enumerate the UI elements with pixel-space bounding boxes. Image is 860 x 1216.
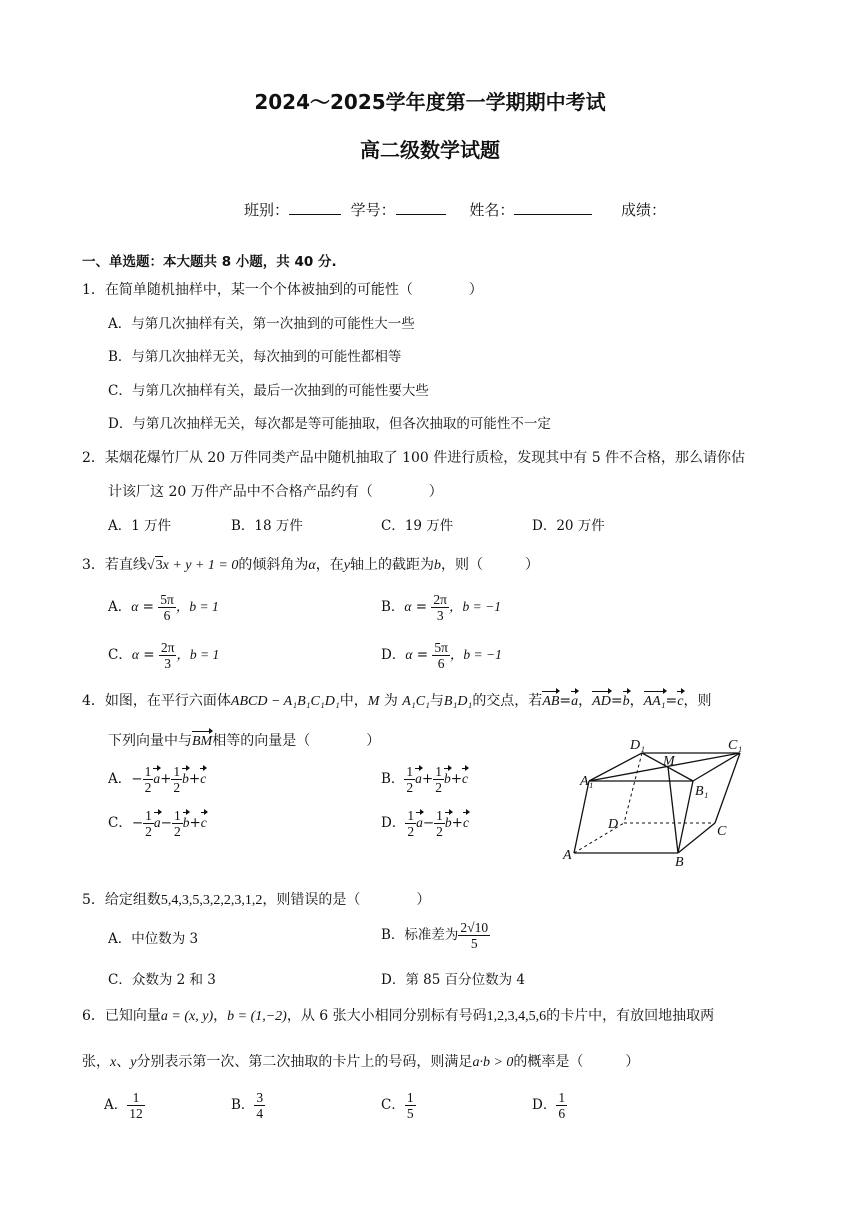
class-blank[interactable]: [289, 214, 341, 215]
q3-text-5: ，则（ ）: [440, 557, 539, 573]
q3-line-equation: x + y + 1 = 0: [162, 558, 239, 573]
q6-text-3: 的卡片中，有放回地抽取两: [546, 1008, 715, 1024]
q3-a-label: A．: [108, 599, 132, 615]
q3-stem: 3．若直线√3x + y + 1 = 0的倾斜角为α，在y轴上的截距为b，则（ ）: [82, 557, 539, 573]
q6-a-label: A．: [104, 1097, 128, 1113]
q3-option-d[interactable]: D．α = $\frac{5\pi}{6}$ ，b = −1: [381, 640, 502, 671]
q6-dot-condition: a·b > 0: [472, 1055, 514, 1070]
name-blank[interactable]: [514, 214, 592, 215]
student-info-line: [244, 201, 666, 219]
q4-text-2: 中，: [339, 693, 368, 709]
q4-text-5: 的交点，若: [472, 693, 543, 709]
q1-option-d[interactable]: D．与第几次抽样无关，每次都是等可能抽取，但各次抽取的可能性不一定: [108, 416, 551, 432]
label-d1: D₁: [630, 738, 645, 753]
q4-a-label: A．: [108, 771, 132, 787]
q4-option-d[interactable]: D． $\frac{1}{2}$ a− $\frac{1}{2}$ b+c: [381, 808, 469, 839]
label-a1: A₁: [580, 774, 594, 789]
q6-a-den: 12: [129, 1106, 143, 1121]
edge-aa1: [574, 781, 589, 853]
q2-stem-line1: 2．某烟花爆竹厂从 20 万件同类产品中随机抽取了 100 件进行质检，发现其中有 5 件不合格，那么请你估: [82, 450, 746, 466]
q6-c-den: 5: [406, 1106, 414, 1121]
q6-option-a[interactable]: [104, 1090, 145, 1121]
q3-d-num: 5π: [434, 640, 448, 655]
q5-b-den: 5: [470, 936, 478, 951]
q3-b-b: ，b = −1: [449, 599, 501, 614]
q6-nums: 1,2,3,4,5,6: [486, 1009, 547, 1024]
q6-b-num: 3: [256, 1090, 264, 1105]
q4-c-label: C．: [108, 815, 132, 831]
q3-a-den: 6: [163, 608, 171, 623]
label-a: A: [563, 848, 572, 863]
q6-vec-b: b = (1,−2): [227, 1009, 287, 1024]
q4-stem-line1: 4．如图，在平行六面体ABCD − A₁B₁C₁D₁中，M 为 A₁C₁与B₁D₁的交点，若AB=a，AD=b，AA₁=c，则: [82, 693, 712, 709]
q3-b-label: B．: [381, 599, 405, 615]
q3-b: b: [433, 558, 441, 573]
q4-stem-line2: [108, 732, 380, 751]
q5-option-b[interactable]: [381, 920, 490, 951]
q5-text-2: ，则错误的是（ ）: [262, 892, 431, 908]
q4-vec-b: b: [622, 694, 630, 709]
q4-vec-ab: AB: [542, 694, 560, 709]
q3-option-a[interactable]: A．α = $\frac{5\pi}{6}$ ，b = 1: [108, 592, 219, 623]
q3-text-1: 3．若直线: [82, 557, 147, 573]
q3-option-c[interactable]: C．α = $\frac{2\pi}{3}$ ，b = 1: [108, 640, 220, 671]
label-d: D: [608, 817, 619, 832]
parallelepiped-figure: [560, 732, 760, 872]
exam-title: 2024～2025学年度第一学期期中考试: [254, 90, 606, 114]
q3-text-3: ，在: [315, 557, 344, 573]
q6-option-d[interactable]: [532, 1090, 567, 1121]
q2-option-a[interactable]: A．1 万件: [108, 518, 172, 534]
q5-option-c[interactable]: C．众数为 2 和 3: [108, 972, 216, 988]
q3-sqrt3: 3: [155, 558, 163, 573]
q6-option-b[interactable]: [231, 1090, 265, 1121]
q6-sep: 、: [116, 1054, 131, 1070]
q6-vec-a: a = (x, y): [160, 1009, 214, 1024]
q6-text-6: 的概率是（ ）: [513, 1054, 640, 1070]
q5-data: 5,4,3,5,3,2,2,3,1,2: [160, 893, 263, 908]
q6-b-den: 4: [256, 1106, 264, 1121]
edge-cc1: [715, 753, 740, 823]
q6-stem-line1: 6．已知向量a = (x, y)，b = (1,−2)，从 6 张大小相同分别标有号码1,2,3,4,5,6的卡片中，有放回地抽取两: [82, 1008, 715, 1024]
q4-a1c1: A₁C₁: [402, 694, 430, 709]
q4-vec-c: c: [677, 694, 684, 709]
q6-text-1: 6．已知向量: [82, 1008, 161, 1024]
q2-option-b[interactable]: B．18 万件: [231, 518, 303, 534]
segment-bm: [668, 767, 678, 853]
q4-option-b[interactable]: B． $\frac{1}{2}$ a+ $\frac{1}{2}$ b+c: [381, 764, 469, 795]
score-label: 成绩：: [621, 201, 667, 219]
q2-stem-line2: 计该厂这 20 万件产品中不合格产品约有（ ）: [108, 484, 443, 500]
q4-b-label: B．: [381, 771, 405, 787]
q4-vec-ad: AD: [592, 694, 611, 709]
section-heading: 一、单选题：本大题共 8 小题，共 40 分.: [82, 254, 337, 270]
q4-text-8: 相等的向量是（ ）: [212, 733, 381, 749]
q3-text-4: 轴上的截距为: [349, 557, 434, 573]
q4-vec-bm: BM: [192, 734, 213, 749]
q6-option-c[interactable]: [381, 1090, 416, 1121]
q4-text-1: 4．如图，在平行六面体: [82, 693, 231, 709]
q5-option-d[interactable]: D．第 85 百分位数为 4: [381, 972, 525, 988]
label-b: B: [675, 855, 684, 870]
q3-b-num: 2π: [433, 592, 447, 607]
q3-b-den: 3: [436, 608, 444, 623]
q5-stem: [82, 891, 430, 910]
q5-b-num: 2√10: [460, 920, 489, 935]
q3-a-b: ，b = 1: [175, 599, 219, 614]
q6-d-den: 6: [558, 1106, 566, 1121]
q6-a-num: 1: [127, 1090, 145, 1106]
q6-stem-line2: [82, 1053, 639, 1072]
q5-text-1: 5．给定组数: [82, 892, 161, 908]
q3-y: y: [343, 558, 350, 573]
q3-text-2: 的倾斜角为: [238, 557, 309, 573]
label-c1: C₁: [728, 738, 743, 753]
label-m: M: [663, 754, 675, 769]
q3-d-b: ，b = −1: [449, 647, 502, 662]
q2-option-d[interactable]: D．20 万件: [532, 518, 605, 534]
q6-text-5: 分别表示第一次、第二次抽取的卡片上的号码，则满足: [136, 1054, 473, 1070]
q4-vec-a: a: [571, 694, 579, 709]
q3-alpha: α: [308, 558, 316, 573]
q4-m: M: [367, 694, 380, 709]
q3-c-label: C．: [108, 647, 132, 663]
q6-c-label: C．: [381, 1097, 405, 1113]
q4-vec-aa1: AA₁: [643, 694, 666, 709]
q4-option-a[interactable]: A．− $\frac{1}{2}$ a+ $\frac{1}{2}$ b+c: [108, 764, 207, 795]
label-c: C: [717, 824, 727, 839]
label-b1: B₁: [695, 784, 709, 799]
q4-solid: ABCD − A₁B₁C₁D₁: [230, 694, 340, 709]
name-label: 姓名：: [469, 201, 515, 219]
edge-dd1-hidden: [624, 753, 642, 823]
id-blank[interactable]: [396, 214, 446, 215]
q4-text-7: 下列向量中与: [108, 733, 192, 749]
q1-option-a[interactable]: A．与第几次抽样有关，第一次抽到的可能性大一些: [108, 316, 415, 332]
q1-option-b[interactable]: B．与第几次抽样无关，每次抽到的可能性都相等: [108, 349, 402, 365]
q6-y: y: [130, 1055, 137, 1070]
q5-b-label: B．标准差为: [381, 927, 459, 943]
class-label: 班别：: [244, 201, 290, 219]
q4-text-6: ，则: [683, 693, 712, 709]
q3-c-num: 2π: [160, 640, 175, 655]
edge-a1d1: [589, 753, 642, 781]
q3-c-den: 3: [164, 656, 171, 671]
q4-option-c[interactable]: C．− $\frac{1}{2}$ a− $\frac{1}{2}$ b+c: [108, 808, 207, 839]
q6-text-4: 张，: [82, 1054, 110, 1070]
q6-x: x: [110, 1055, 117, 1070]
q6-c-num: 1: [406, 1090, 414, 1105]
q3-c-b: ，b = 1: [176, 647, 220, 662]
q4-b1d1: B₁D₁: [443, 694, 473, 709]
q6-text-2: ，从 6 张大小相同分别标有号码: [286, 1008, 487, 1024]
q2-option-c[interactable]: C．19 万件: [381, 518, 454, 534]
q4-text-4: 与: [429, 693, 444, 709]
q1-option-c[interactable]: C．与第几次抽样有关，最后一次抽到的可能性要大些: [108, 383, 429, 399]
id-label: 学号：: [350, 201, 396, 219]
q3-a-num: 5π: [160, 592, 174, 607]
q3-option-b[interactable]: B．α = $\frac{2\pi}{3}$ ，b = −1: [381, 592, 501, 623]
q3-d-label: D．: [381, 647, 406, 663]
q4-d-label: D．: [381, 815, 406, 831]
q4-text-3: 为: [383, 693, 398, 709]
q6-d-label: D．: [532, 1097, 557, 1113]
q1-stem: 1．在简单随机抽样中，某一个个体被抽到的可能性（ ）: [82, 282, 483, 298]
q6-b-label: B．: [231, 1097, 255, 1113]
q6-d-num: 1: [558, 1090, 566, 1105]
q3-d-den: 6: [437, 656, 445, 671]
q5-option-a[interactable]: A．中位数为 3: [108, 931, 199, 947]
exam-subtitle: 高二级数学试题: [360, 138, 500, 162]
